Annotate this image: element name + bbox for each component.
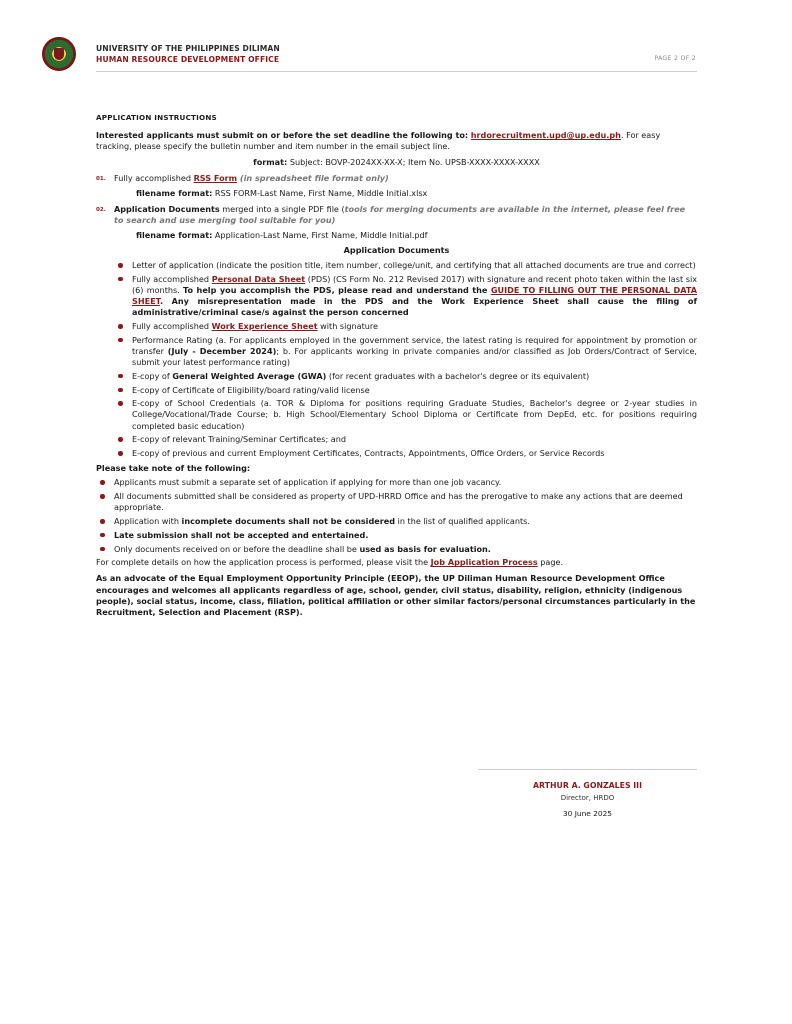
note-text: Applicants must submit a separate set of application if applying for more than one job vacancy. [114,477,502,488]
header-organization [96,43,280,65]
list-item [100,516,697,527]
note-text: Application with [114,516,182,527]
doc-text: Fully accomplished [132,321,212,332]
instructions-heading: APPLICATION INSTRUCTIONS [96,113,217,122]
pds-guide-link[interactable]: GUIDE TO FILLING OUT THE PERSONAL DATA SHEET [132,284,697,307]
documents-list [118,260,697,459]
filename-label: filename format: [136,229,213,240]
item-bold: Application Documents [114,204,220,215]
details-paragraph [96,557,697,568]
doc-bold: To help you accomplish the PDS, please read and understand the [183,284,491,295]
list-item [100,544,697,555]
notes-heading: Please take note of the following: [96,463,251,474]
list-item-application-documents [96,204,697,226]
item-number: 01. [96,175,106,182]
filename-format-pdf [136,230,697,241]
doc-bold: (July - December 2024) [167,345,277,356]
note-bold: used as basis for evaluation. [359,543,491,554]
list-item [118,260,697,271]
doc-text: E-copy of relevant Training/Seminar Certificates; and [132,434,346,445]
list-item [118,335,697,369]
job-application-process-link[interactable]: Job Application Process [430,557,538,568]
intro-rest: . For easy tracking, please specify the bulletin number and item number in the email subject line. [96,130,661,152]
list-item [100,491,697,513]
list-item [118,371,697,382]
page-number: PAGE 2 OF 2 [654,55,696,62]
filename-label: filename format: [136,188,213,199]
signature-line [478,769,697,770]
doc-text: E-copy of [132,370,173,381]
signatory-name: ARTHUR A. GONZALES III [532,781,642,790]
list-item [118,398,697,432]
eeop-statement: As an advocate of the Equal Employment Opportunity Principle (EEOP), the UP Diliman Human Resource Development Office encourages and welcomes all applicants regardless of age, school, gender, civil status, disability, religion, ethnicity (indigenous people), social status, income, class, filiation, political affiliation or other similar factors/personal circumstances particularly in the Recruitment, Selection and Placement (RSP). [96,573,696,618]
filename-value: Application-Last Name, First Name, Middle Initial.pdf [214,229,428,240]
details-text: For complete details on how the application process is performed, please visit the [96,557,431,568]
documents-heading: Application Documents [343,244,450,255]
doc-bold: General Weighted Average (GWA) [172,370,327,381]
subject-format [96,157,697,168]
doc-text: (for recent graduates with a bachelor's degree or its equivalent) [326,370,590,381]
filename-format-xlsx [136,188,697,199]
list-item [118,321,697,332]
note-bold: Late submission shall not be accepted and entertained. [114,529,369,540]
office-name: HUMAN RESOURCE DEVELOPMENT OFFICE [96,55,280,64]
up-seal-logo [42,37,76,71]
list-item [100,477,697,488]
intro-paragraph [96,130,697,152]
item-text: Fully accomplished [114,172,194,183]
intro-bold: Interested applicants must submit on or before the set deadline the following to: [96,130,469,141]
signatory-title: Director, HRDO [560,794,615,802]
doc-text: (PDS) (CS Form No. 212 Revised 2017) with signature and recent photo taken within the last six (6) months. [132,273,698,295]
doc-text: E-copy of previous and current Employment Certificates, Contracts, Appointments, Office Orders, or Service Records [132,448,605,459]
pds-link[interactable]: Personal Data Sheet [211,273,306,284]
list-item [118,385,697,396]
item-number: 02. [96,207,106,214]
work-experience-sheet-link[interactable]: Work Experience Sheet [211,321,318,332]
list-item [100,530,697,541]
format-label: format: [253,156,288,167]
item-note: (in spreadsheet file format only) [237,172,389,183]
details-text: page. [537,557,564,568]
format-value: Subject: BOVP-2024XX-XX-X; Item No. UPSB-XXXX-XXXX-XXXX [289,156,540,167]
university-name: UNIVERSITY OF THE PHILIPPINES DILIMAN [96,44,280,53]
item-text: merged into a single PDF file ( [219,204,345,215]
note-text: Only documents received on or before the deadline shall be [114,543,360,554]
email-link[interactable]: hrdorecruitment.upd@up.edu.ph [470,130,621,141]
signature-date: 30 June 2025 [562,809,612,818]
list-item [118,274,697,319]
main-content [96,112,697,618]
list-item-rss-form [96,173,697,185]
note-bold: incomplete documents shall not be considered [181,516,395,527]
note-text: All documents submitted shall be considered as property of UPD-HRRD Office and has the prerogative to make any actions that are deemed appropriate. [114,491,683,513]
doc-bold: . Any misrepresentation made in the PDS and the Work Experience Sheet shall cause the filing of administrative/criminal case/s against the person concerned [132,296,697,318]
doc-text: Letter of application (indicate the position title, item number, college/unit, and certifying that all attached documents are true and correct) [132,260,696,271]
list-item [118,434,697,445]
list-item [118,448,697,459]
header-divider [96,71,697,72]
filename-value: RSS FORM-Last Name, First Name, Middle Initial.xlsx [214,188,428,199]
rss-form-link[interactable]: RSS Form [193,172,238,183]
doc-text: with signature [317,321,379,332]
note-text: in the list of qualified applicants. [395,516,530,527]
doc-text: Fully accomplished [132,273,212,284]
doc-text: E-copy of School Credentials (a. TOR & Diploma for positions requiring Graduate Studies, Bachelor's degree or 2-year studies in College/Vocational/Trade Course; b. High School/Elementary School Diploma or Certificate from DepEd, etc. for positions requiring completed basic education) [132,398,697,431]
notes-list [100,477,697,554]
doc-text: Performance Rating (a. For applicants employed in the government service, the latest rating is required for appointment by promotion or transfer [132,334,697,356]
item-note: tools for merging documents are available in the internet, please feel free to search and use merging tool suitable for you) [114,204,686,226]
doc-text: E-copy of Certificate of Eligibility/board rating/valid license [132,384,370,395]
doc-text: ; b. For applicants working in private companies and/or classified as Job Orders/Contract of Service, submit your latest performance rating) [132,345,697,368]
